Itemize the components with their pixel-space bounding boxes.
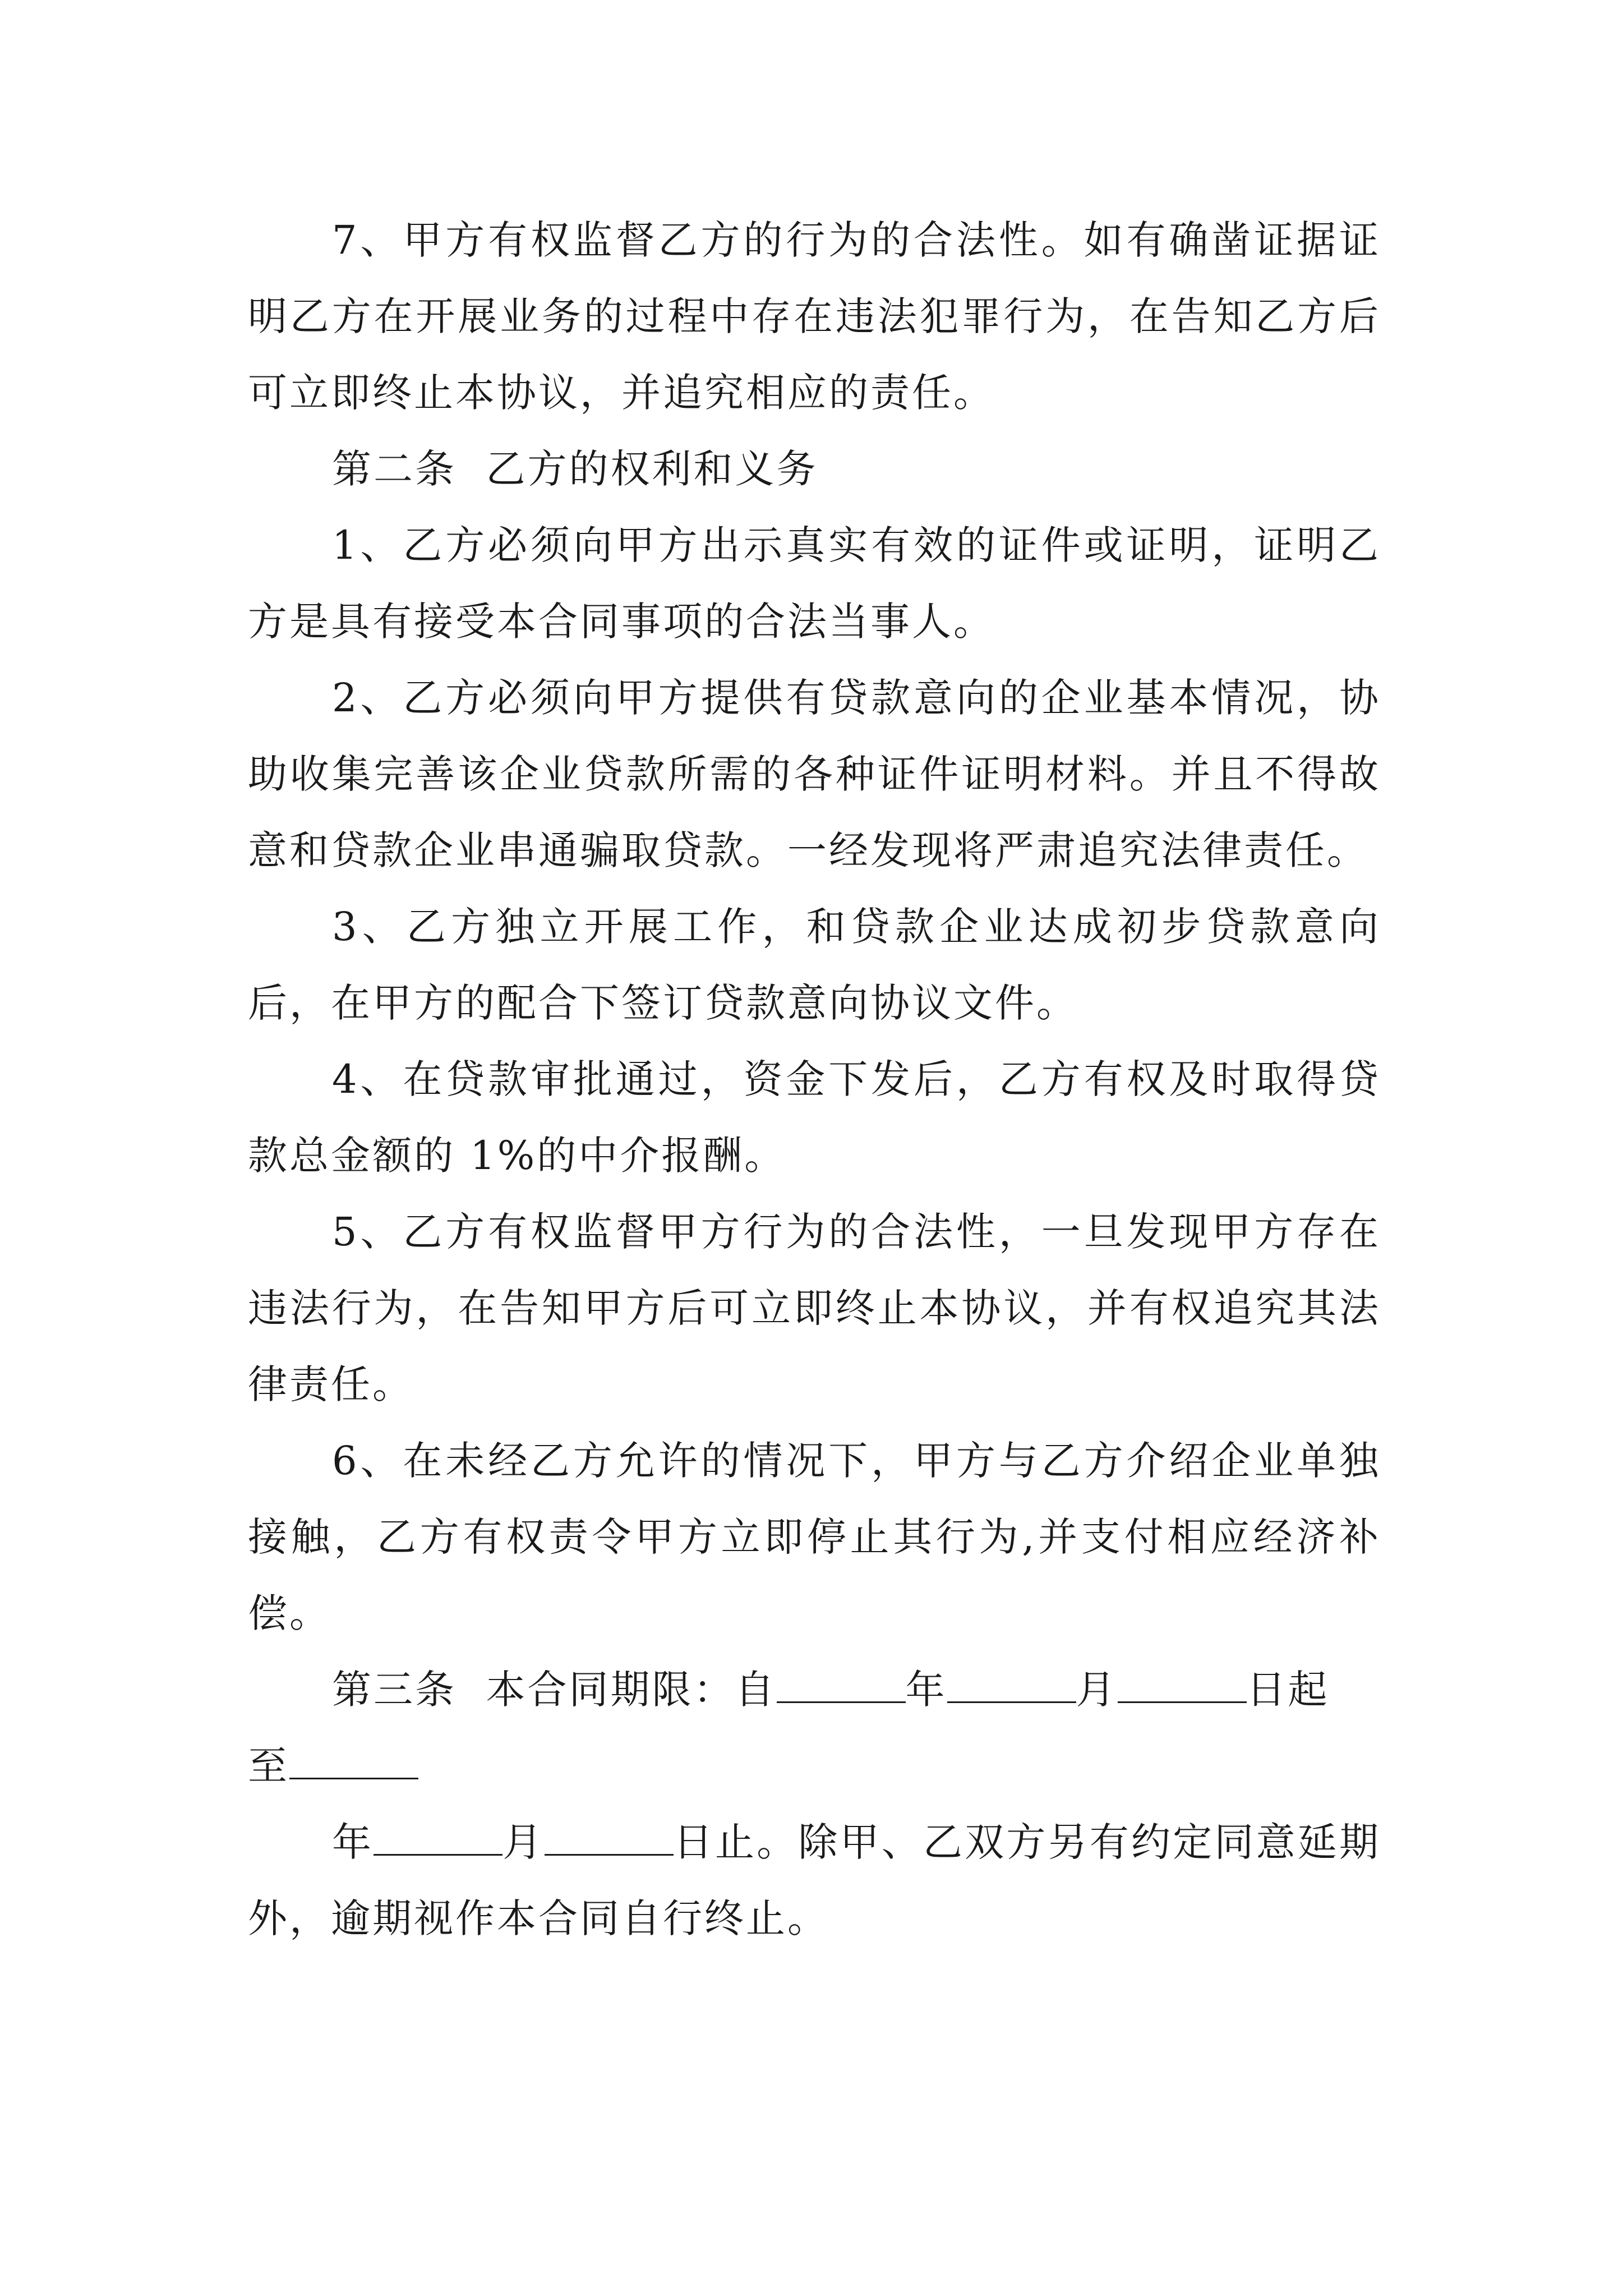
blank-end-day — [545, 1815, 674, 1856]
blank-start-year — [777, 1662, 906, 1703]
article-3-line-2 — [248, 1728, 1381, 1804]
clause-b5: 5、乙方有权监督甲方行为的合法性，一旦发现甲方存在违法行为，在告知甲方后可立即终止本协议，并有权追究其法律责任。 — [248, 1209, 1381, 1407]
article-3-month2-label: 月 — [502, 1819, 545, 1865]
article-3-until-label: 至 — [248, 1743, 289, 1789]
blank-end-month — [374, 1815, 502, 1856]
article-3-day-start-label: 日起 — [1246, 1667, 1330, 1713]
clause-b3: 3、乙方独立开展工作，和贷款企业达成初步贷款意向后，在甲方的配合下签订贷款意向协议文件。 — [248, 904, 1381, 1026]
blank-start-month — [947, 1662, 1076, 1703]
clause-b2: 2、乙方必须向甲方提供有贷款意向的企业基本情况，协助收集完善该企业贷款所需的各种证件证明材料。并且不得故意和贷款企业串通骗取贷款。一经发现将严肃追究法律责任。 — [248, 675, 1381, 873]
article-3-day-end-text: 日止。除甲、乙双方另有约定同意延期外，逾期视作本合同自行终止。 — [248, 1819, 1381, 1941]
article-3-month-label: 月 — [1076, 1667, 1118, 1713]
document-body — [248, 202, 1381, 1957]
article-3-year2-label: 年 — [332, 1819, 374, 1865]
clause-b6: 6、在未经乙方允许的情况下，甲方与乙方介绍企业单独接触，乙方有权责令甲方立即停止其行为,并支付相应经济补偿。 — [248, 1438, 1381, 1636]
article-3-lead: 第三条 本合同期限：自 — [332, 1667, 777, 1713]
clause-b4: 4、在贷款审批通过，资金下发后，乙方有权及时取得贷款总金额的 1%的中介报酬。 — [248, 1056, 1381, 1179]
article-3-line-1 — [248, 1651, 1381, 1728]
article-3-line-3 — [248, 1804, 1381, 1957]
clause-b1: 1、乙方必须向甲方出示真实有效的证件或证明，证明乙方是具有接受本合同事项的合法当事人。 — [248, 522, 1381, 645]
blank-start-day — [1118, 1662, 1247, 1703]
article-2-heading: 第二条 乙方的权利和义务 — [332, 446, 818, 492]
article-3-year-label: 年 — [905, 1667, 947, 1713]
clause-a7: 7、甲方有权监督乙方的行为的合法性。如有确凿证据证明乙方在开展业务的过程中存在违法犯罪行为，在告知乙方后可立即终止本协议，并追究相应的责任。 — [248, 217, 1381, 416]
blank-end-year-prefix — [289, 1738, 418, 1779]
